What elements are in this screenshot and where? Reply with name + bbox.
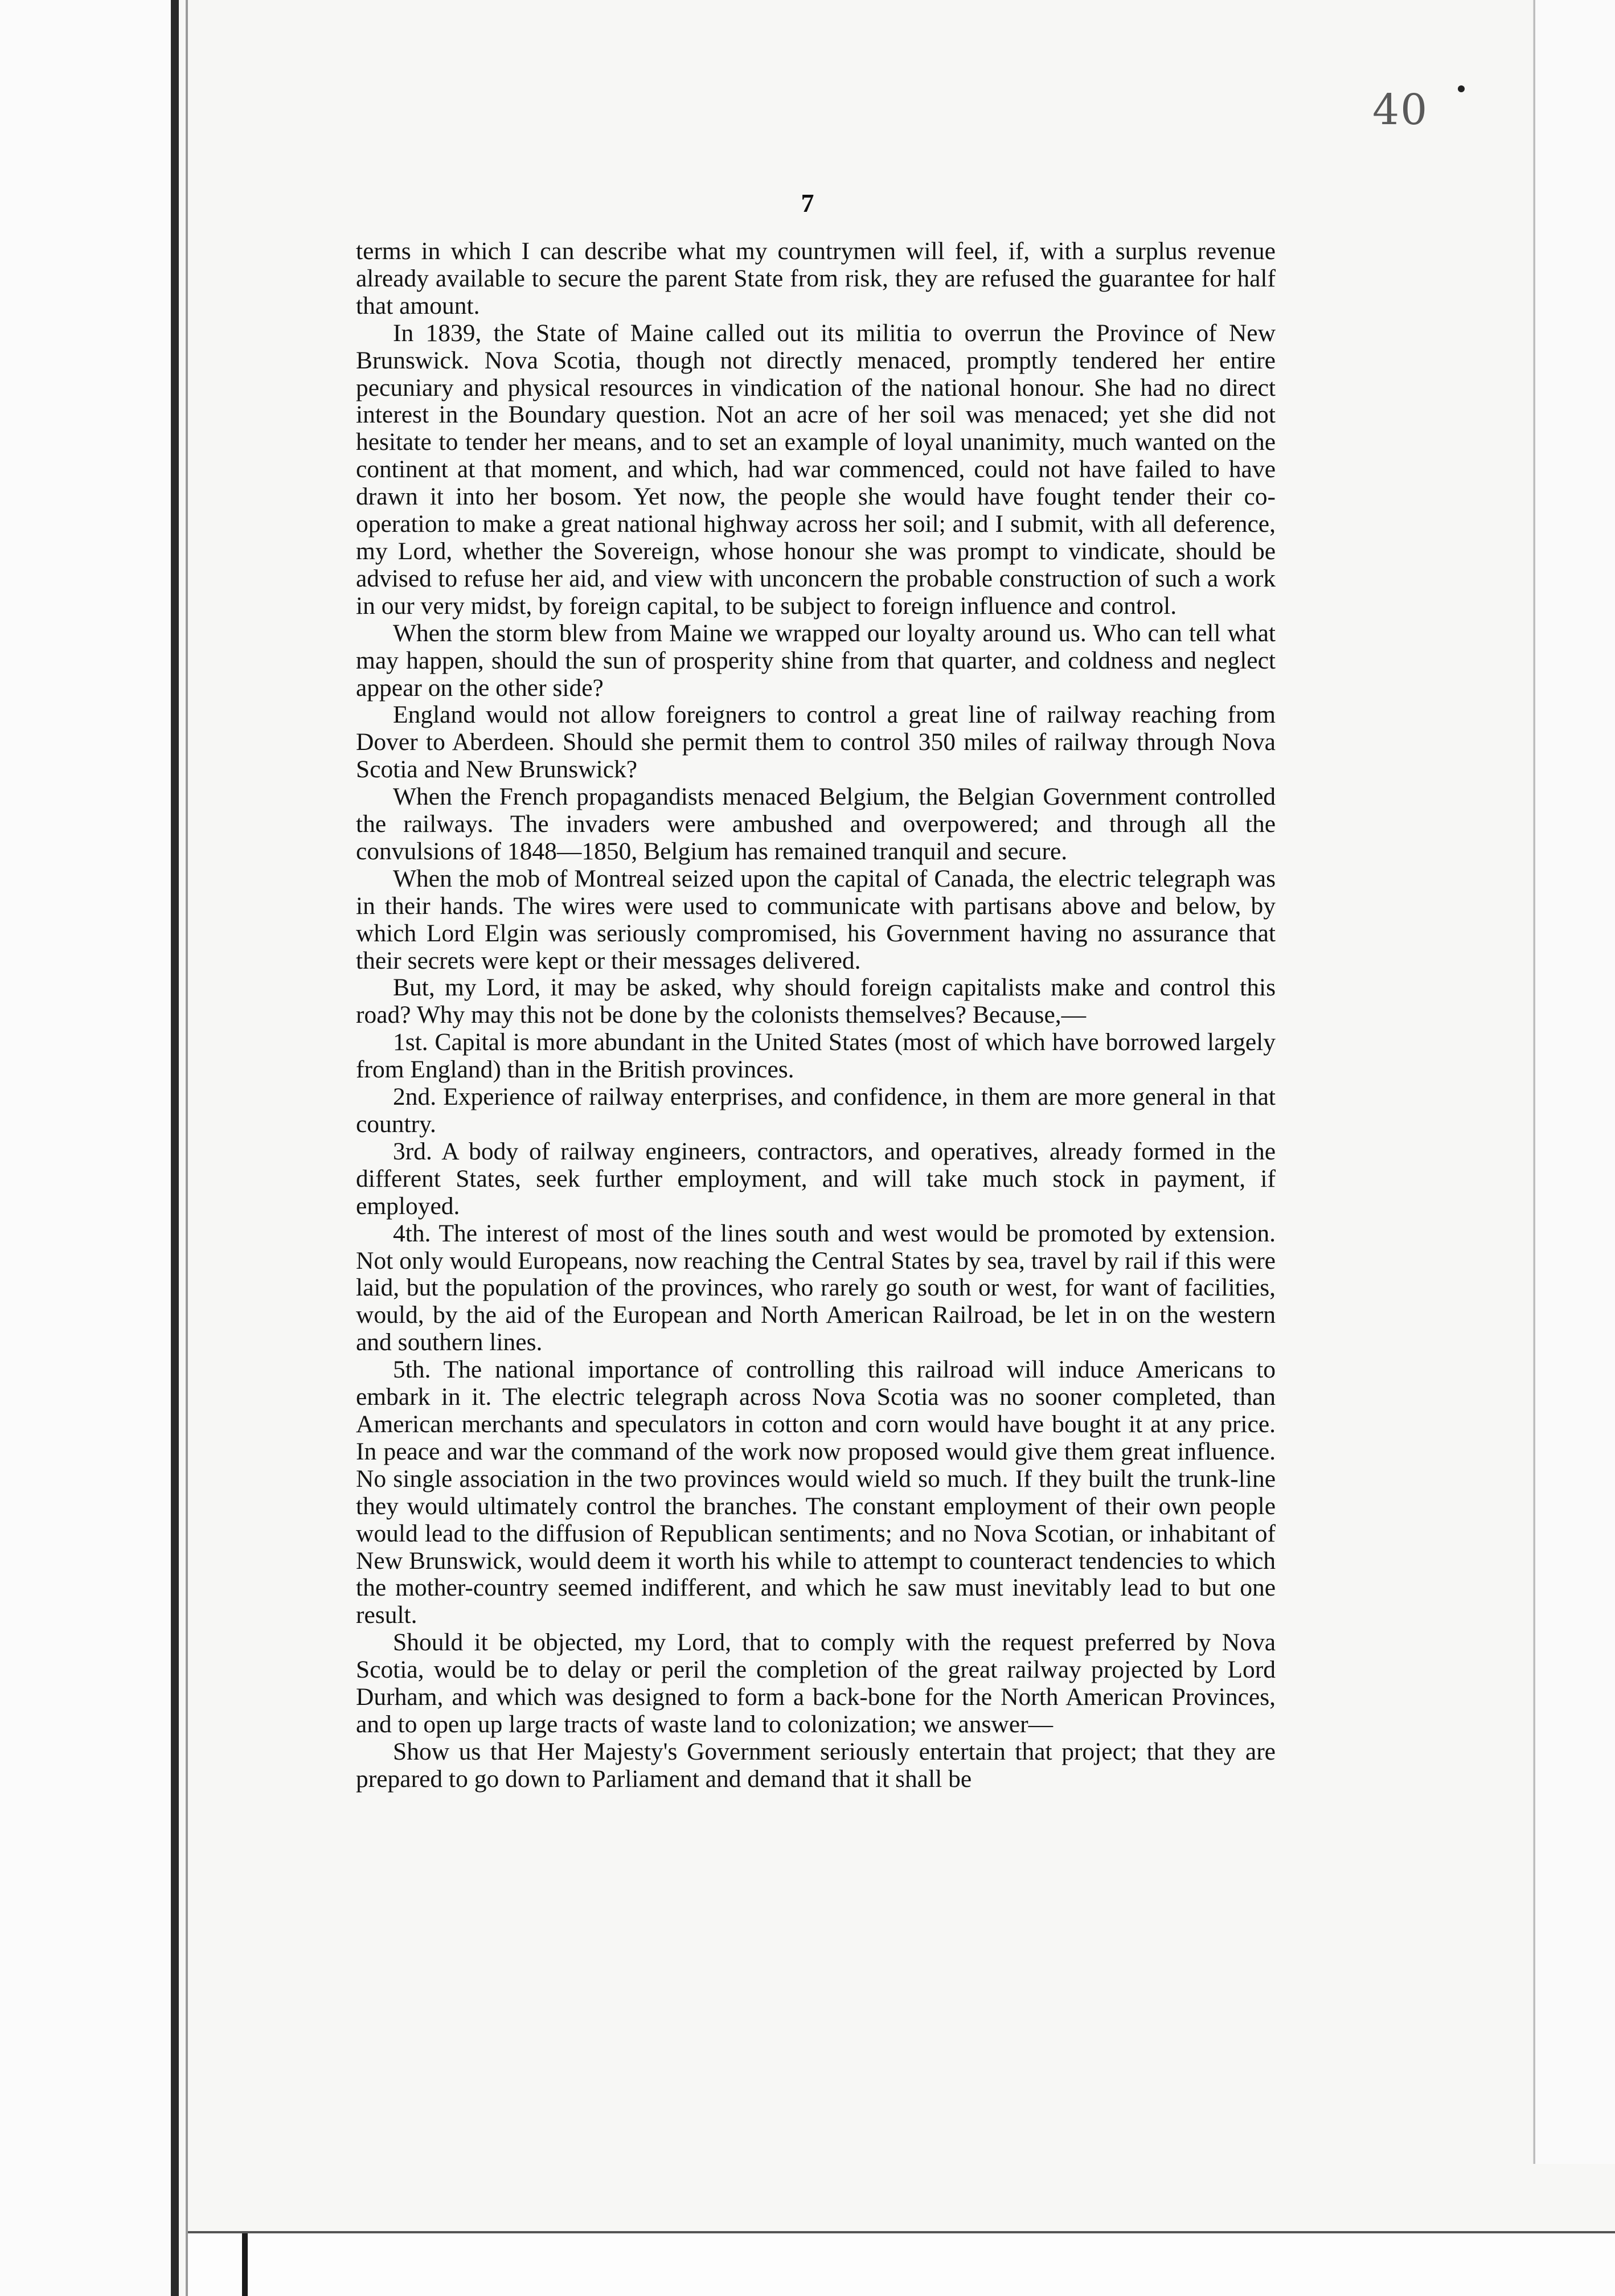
bottom-page-edge — [188, 2231, 1615, 2296]
binding-edge — [186, 0, 188, 2296]
paragraph: In 1839, the State of Maine called out its militia to overrun the Province of New Brunswick. Nova Scotia, though not directly menaced, promptly tendered her entire pecuniary and physical resources in vindication of the national honour. She had no direct interest in the Boundary question. Not an acre of her soil was menaced; yet she did not hesitate to tender her means, and to set an example of loyal unanimity, much wanted on the continent at that moment, and which, had war commenced, could not have failed to have drawn it into her bosom. Yet now, the people she would have fought tender their co-operation to make a great national highway across her soil; and I submit, with all deference, my Lord, whether the Sovereign, whose honour she was prompt to vindicate, should be advised to refuse her aid, and view with unconcern the probable construction of such a work in our very midst, by foreign capital, to be subject to foreign influence and control. — [356, 319, 1276, 620]
list-item: 2nd. Experience of railway enterprises, and confidence, in them are more general in that country. — [356, 1083, 1276, 1138]
paragraph: Show us that Her Majesty's Government seriously entertain that project; that they are prepared to go down to Parliament and demand that it shall be — [356, 1737, 1276, 1793]
paragraph: When the French propagandists menaced Belgium, the Belgian Government controlled the railways. The invaders were ambushed and overpowered; and through all the convulsions of 1848—1850, Belgium has remained tranquil and secure. — [356, 783, 1276, 865]
paragraph: But, my Lord, it may be asked, why should foreign capitalists make and control this road? Why may this not be done by the colonists themselves? Because,— — [356, 974, 1276, 1029]
bottom-edge-mark — [242, 2233, 248, 2296]
binding-shadow — [171, 0, 179, 2296]
list-item: 4th. The interest of most of the lines south and west would be promoted by extension. Not only would Europeans, now reaching the Central States by sea, travel by rail if this were laid, but the population of the provinces, who rarely go south or west, for want of facilities, would, by the aid of the European and North American Railroad, be let in on the western and southern lines. — [356, 1219, 1276, 1356]
paragraph: Should it be objected, my Lord, that to comply with the request preferred by Nova Scotia, would be to delay or peril the completion of the great railway projected by Lord Durham, and which was designed to form a back-bone for the North American Provinces, and to open up large tracts of waste land to colonization; we answer— — [356, 1629, 1276, 1738]
list-item: 5th. The national importance of controlling this railroad will induce Americans to embark in it. The electric telegraph across Nova Scotia was no sooner completed, than American merchants and speculators in cotton and corn would have bought it at any price. In peace and war the command of the work now proposed would give them great influence. No single association in the two provinces would wield so much. If they built the trunk-line they would ultimately control the branches. The constant employment of their own people would lead to the diffusion of Republican sentiments; and no Nova Scotian, or inhabitant of New Brunswick, would deem it worth his while to attempt to counteract tendencies to which the mother-country seemed indifferent, and which he saw must inevitably lead to but one result. — [356, 1356, 1276, 1629]
next-page-edge — [1534, 0, 1615, 2164]
ink-dot — [1458, 85, 1465, 92]
body-text — [356, 238, 1276, 1793]
paragraph: When the mob of Montreal seized upon the capital of Canada, the electric telegraph was in their hands. The wires were used to communicate with partisans above and below, by which Lord Elgin was seriously compromised, his Government having no assurance that their secrets were kept or their messages delivered. — [356, 864, 1276, 974]
page-number: 7 — [801, 188, 814, 218]
list-item: 1st. Capital is more abundant in the United States (most of which have borrowed largely from England) than in the British provinces. — [356, 1028, 1276, 1084]
adjacent-page-edge — [0, 0, 171, 2296]
list-item: 3rd. A body of railway engineers, contractors, and operatives, already formed in the different States, seek further employment, and will take much stock in payment, if employed. — [356, 1137, 1276, 1220]
paragraph: England would not allow foreigners to control a great line of railway reaching from Dover to Aberdeen. Should she permit them to control 350 miles of railway through Nova Scotia and New Brunswick? — [356, 701, 1276, 784]
folio-number: 40 — [1372, 85, 1429, 134]
paragraph: When the storm blew from Maine we wrapped our loyalty around us. Who can tell what may happen, should the sun of prosperity shine from that quarter, and coldness and neglect appear on the other side? — [356, 619, 1276, 702]
paragraph: terms in which I can describe what my countrymen will feel, if, with a surplus revenue already available to secure the parent State from risk, they are refused the guarantee for half that amount. — [356, 237, 1276, 319]
